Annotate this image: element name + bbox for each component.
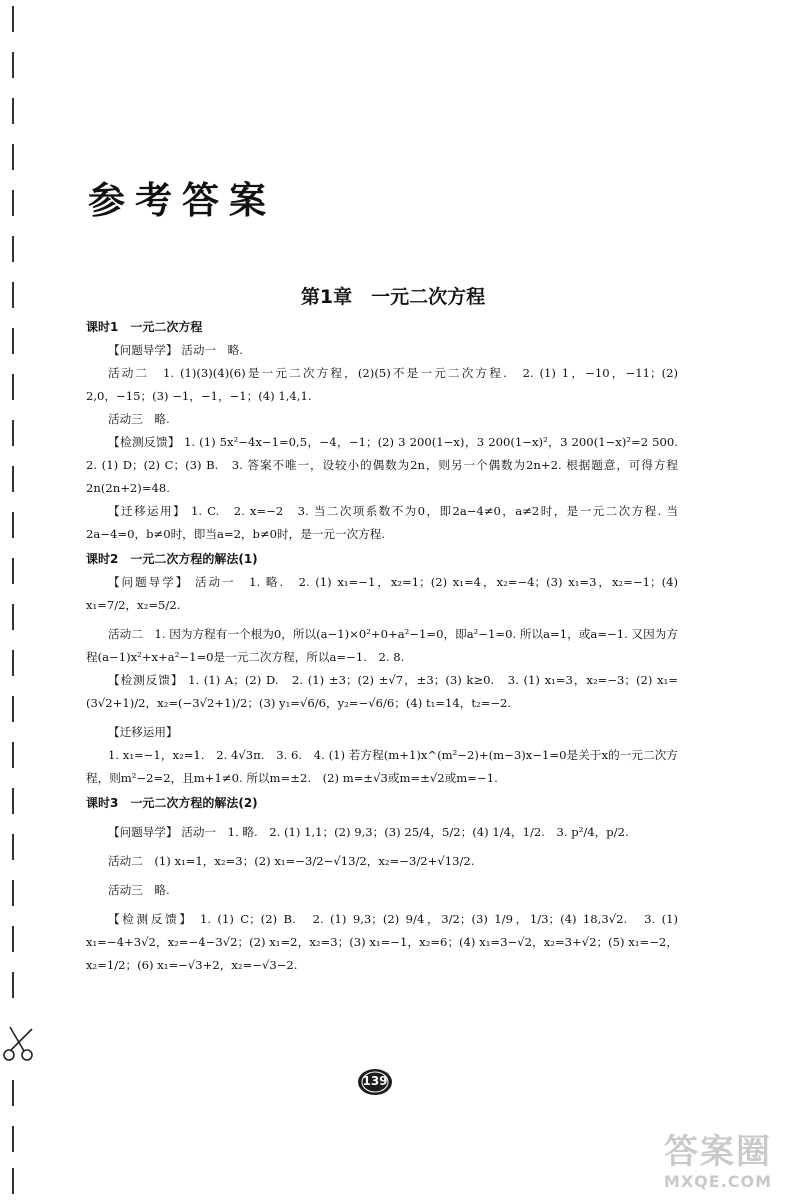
lesson-2: [86, 548, 678, 790]
answer-paragraph: 【问题导学】 活动一 略.: [108, 343, 243, 357]
watermark: [650, 1132, 786, 1200]
page-number: 139: [362, 1074, 388, 1088]
watermark-text: 答案圈: [664, 1132, 772, 1172]
lesson-3: [86, 792, 678, 977]
lesson-heading: 课时2 一元二次方程的解法(1): [86, 552, 258, 566]
answer-paragraph: 活动二 1. (1)(3)(4)(6)是一元二次方程，(2)(5)不是一元二次方程. 2. (1) 1，−10，−11；(2) 2,0，−15；(3) −1，−1，−1；(4) 1,4,1.: [86, 366, 678, 403]
lesson-1: [86, 316, 690, 546]
scissors-icon: [2, 1025, 42, 1065]
answer-paragraph: 活动二 (1) x₁=1，x₂=3；(2) x₁=−3/2−√13/2，x₂=−3/2+√13/2.: [108, 854, 475, 868]
answer-paragraph: 【检测反馈】 1. (1) A；(2) D. 2. (1) ±3；(2) ±√7，±3；(3) k≥0. 3. (1) x₁=3，x₂=−3；(2) x₁=(3√2+1)/2，x₂=(−3√2+1)/2；(3) y₁=√6/6，y₂=−√6/6；(4) t₁=14，t₂=−2.: [86, 673, 678, 710]
cut-line: [10, 0, 16, 1200]
chapter-title: 第1章 一元二次方程: [300, 286, 486, 308]
watermark-url: MXQE.COM: [663, 1172, 773, 1191]
answer-paragraph: 【迁移运用】 1. C. 2. x=−2 3. 当二次项系数不为0，即2a−4≠0，a≠2时，是一元二次方程. 当2a−4=0，b≠0时，即当a=2，b≠0时，是一元一次方程.: [86, 504, 678, 541]
answer-paragraph: 【检测反馈】 1. (1) 5x²−4x−1=0,5，−4，−1；(2) 3 200(1−x)，3 200(1−x)²，3 200(1−x)²=2 500. 2. (1) D；(2) C；(3) B. 3. 答案不唯一，设较小的偶数为2n，则另一个偶数为2n+2. 根据题意，可得方程2n(2n+2)=48.: [86, 435, 690, 495]
answer-paragraph: 活动三 略.: [108, 412, 170, 426]
answer-paragraph: 【迁移运用】: [108, 725, 178, 739]
answer-paragraph: 活动三 略.: [108, 883, 170, 897]
answer-paragraph: 1. x₁=−1，x₂=1. 2. 4√3π. 3. 6. 4. (1) 若方程(m+1)x^(m²−2)+(m−3)x−1=0是关于x的一元二次方程，则m²−2=2，且m+1≠0. 所以m=±2. (2) m=±√3或m=±√2或m=−1.: [86, 748, 678, 785]
page-title: 参考答案: [88, 179, 276, 222]
answer-paragraph: 活动二 1. 因为方程有一个根为0，所以(a−1)×0²+0+a²−1=0，即a²−1=0. 所以a=1，或a=−1. 又因为方程(a−1)x²+x+a²−1=0是一元二次方程，所以a=−1. 2. 8.: [86, 627, 678, 664]
answer-paragraph: 【检测反馈】 1. (1) C；(2) B. 2. (1) 9,3；(2) 9/4，3/2；(3) 1/9，1/3；(4) 18,3√2. 3. (1) x₁=−4+3√2，x₂=−4−3√2；(2) x₁=2，x₂=3；(3) x₁=−1，x₂=6；(4) x₁=3−√2，x₂=3+√2；(5) x₁=−2，x₂=1/2；(6) x₁=−√3+2，x₂=−√3−2.: [86, 912, 678, 972]
lesson-heading: 课时3 一元二次方程的解法(2): [86, 796, 258, 810]
answer-paragraph: 【问题导学】 活动一 1. 略. 2. (1) x₁=−1，x₂=1；(2) x₁=4，x₂=−4；(3) x₁=3，x₂=−1；(4) x₁=7/2，x₂=5/2.: [86, 575, 678, 612]
answer-content: [86, 314, 690, 977]
lesson-heading: 课时1 一元二次方程: [86, 320, 203, 334]
page-number-badge: [357, 1068, 393, 1096]
answer-paragraph: 【问题导学】 活动一 1. 略. 2. (1) 1,1；(2) 9,3；(3) 25/4，5/2；(4) 1/4，1/2. 3. p²/4，p/2.: [108, 825, 629, 839]
